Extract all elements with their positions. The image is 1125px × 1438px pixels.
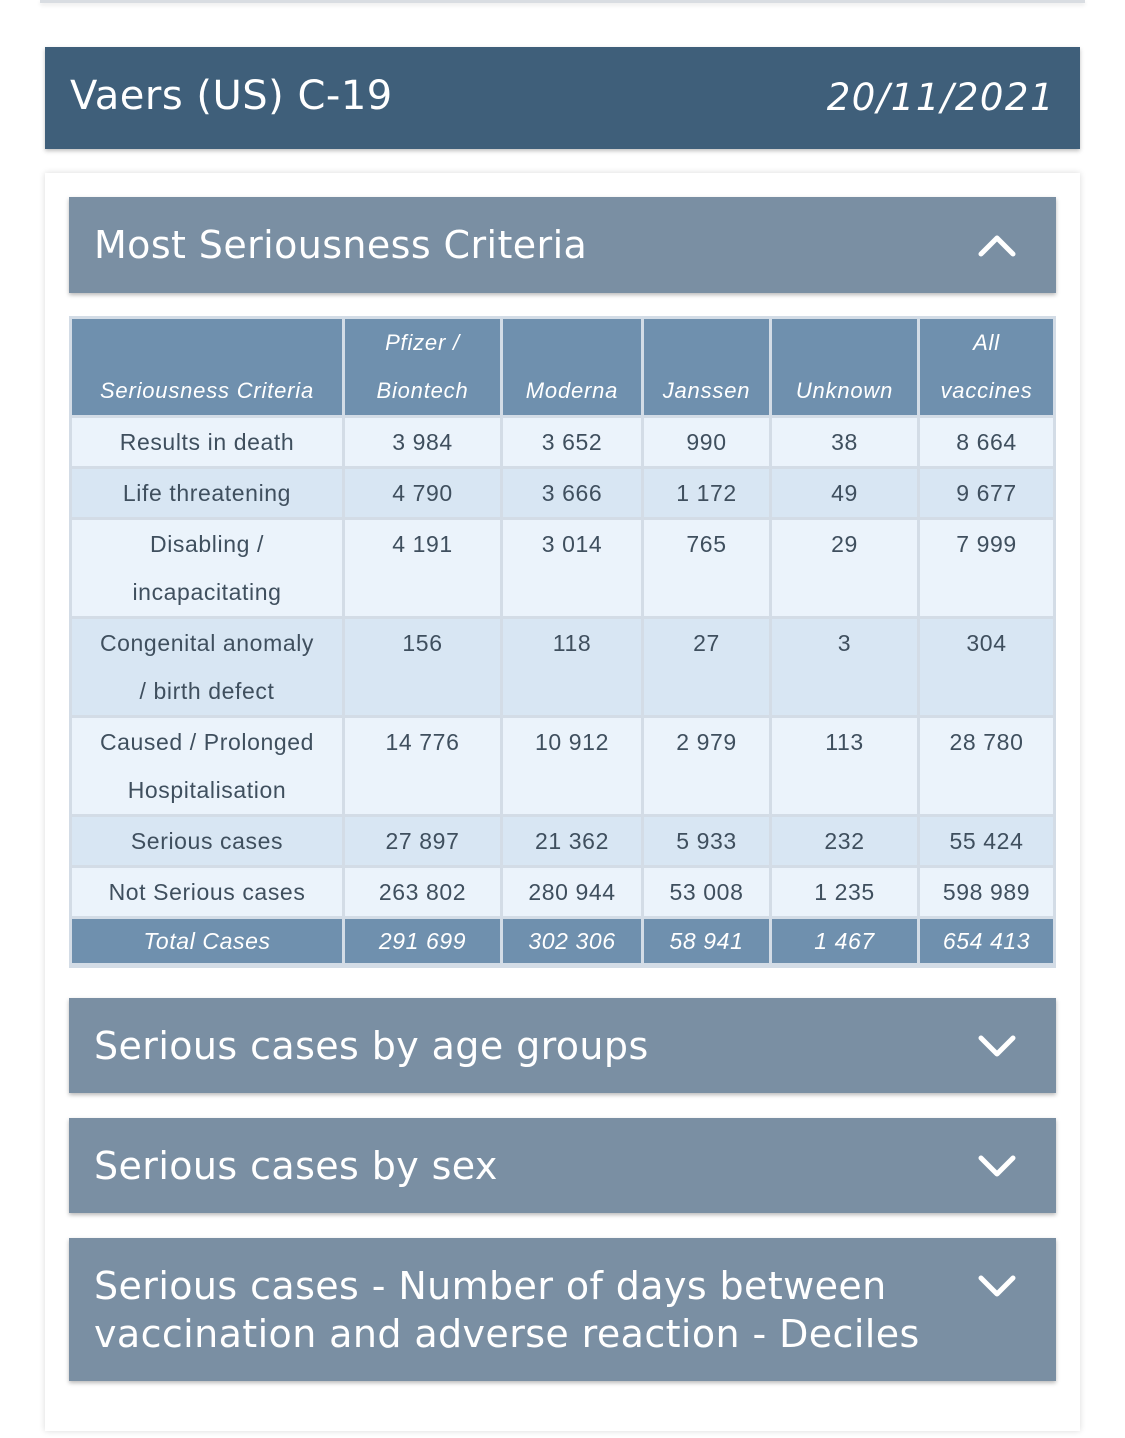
section-title: Serious cases - Number of days between vaccination and adverse reaction - Deciles xyxy=(94,1264,920,1356)
cell-pfizer: 156 xyxy=(345,619,500,715)
section-header-age-groups[interactable] xyxy=(69,998,1056,1093)
table-header-row xyxy=(72,319,1053,415)
total-unknown: 1 467 xyxy=(772,919,917,963)
cell-pfizer: 4 191 xyxy=(345,520,500,616)
cell-moderna: 21 362 xyxy=(503,817,641,865)
row-label: Not Serious cases xyxy=(72,868,342,916)
table-row xyxy=(72,868,1053,916)
cell-moderna: 10 912 xyxy=(503,718,641,814)
section-title: Serious cases by age groups xyxy=(94,1024,649,1068)
top-divider xyxy=(40,0,1085,3)
cell-moderna: 118 xyxy=(503,619,641,715)
cell-janssen: 990 xyxy=(644,418,769,466)
row-label: Serious cases xyxy=(72,817,342,865)
cell-moderna: 280 944 xyxy=(503,868,641,916)
report-date: 20/11/2021 xyxy=(826,76,1055,119)
chevron-down-icon[interactable] xyxy=(978,1034,1016,1058)
total-pfizer: 291 699 xyxy=(345,919,500,963)
cell-unknown: 113 xyxy=(772,718,917,814)
page-title: Vaers (US) C-19 xyxy=(70,73,393,119)
row-label: Life threatening xyxy=(72,469,342,517)
cell-all: 9 677 xyxy=(920,469,1053,517)
total-janssen: 58 941 xyxy=(644,919,769,963)
cell-pfizer: 14 776 xyxy=(345,718,500,814)
row-label: Disabling / incapacitating xyxy=(72,520,342,616)
content-card xyxy=(45,173,1080,1431)
chevron-down-icon[interactable] xyxy=(978,1154,1016,1178)
table-row xyxy=(72,718,1053,814)
cell-unknown: 232 xyxy=(772,817,917,865)
table-row xyxy=(72,817,1053,865)
section-header-seriousness-criteria[interactable] xyxy=(69,197,1056,293)
table-row xyxy=(72,520,1053,616)
chevron-down-icon[interactable] xyxy=(978,1274,1016,1298)
table-row xyxy=(72,469,1053,517)
cell-unknown: 38 xyxy=(772,418,917,466)
row-label: Results in death xyxy=(72,418,342,466)
cell-unknown: 29 xyxy=(772,520,917,616)
cell-pfizer: 4 790 xyxy=(345,469,500,517)
cell-all: 28 780 xyxy=(920,718,1053,814)
cell-pfizer: 263 802 xyxy=(345,868,500,916)
title-bar xyxy=(45,47,1080,149)
cell-janssen: 5 933 xyxy=(644,817,769,865)
chevron-up-icon[interactable] xyxy=(978,233,1016,257)
column-header-moderna: Moderna xyxy=(503,319,641,415)
cell-janssen: 27 xyxy=(644,619,769,715)
column-header-pfizer: Pfizer / Biontech xyxy=(345,319,500,415)
cell-moderna: 3 666 xyxy=(503,469,641,517)
cell-unknown: 1 235 xyxy=(772,868,917,916)
table-row xyxy=(72,619,1053,715)
row-label: Caused / Prolonged Hospitalisation xyxy=(72,718,342,814)
column-header-janssen: Janssen xyxy=(644,319,769,415)
total-all: 654 413 xyxy=(920,919,1053,963)
cell-all: 8 664 xyxy=(920,418,1053,466)
cell-all: 598 989 xyxy=(920,868,1053,916)
cell-pfizer: 3 984 xyxy=(345,418,500,466)
table-row xyxy=(72,418,1053,466)
seriousness-table xyxy=(69,316,1056,968)
section-header-sex[interactable] xyxy=(69,1118,1056,1213)
cell-janssen: 765 xyxy=(644,520,769,616)
section-title: Most Seriousness Criteria xyxy=(94,223,588,267)
total-label: Total Cases xyxy=(72,919,342,963)
column-header-all-vaccines: All vaccines xyxy=(920,319,1053,415)
cell-unknown: 49 xyxy=(772,469,917,517)
cell-all: 7 999 xyxy=(920,520,1053,616)
cell-janssen: 1 172 xyxy=(644,469,769,517)
cell-unknown: 3 xyxy=(772,619,917,715)
cell-all: 55 424 xyxy=(920,817,1053,865)
total-moderna: 302 306 xyxy=(503,919,641,963)
cell-pfizer: 27 897 xyxy=(345,817,500,865)
section-header-deciles[interactable] xyxy=(69,1238,1056,1381)
column-header-criteria: Seriousness Criteria xyxy=(72,319,342,415)
top-edge xyxy=(0,0,1125,14)
cell-janssen: 2 979 xyxy=(644,718,769,814)
cell-janssen: 53 008 xyxy=(644,868,769,916)
column-header-unknown: Unknown xyxy=(772,319,917,415)
table-total-row xyxy=(72,919,1053,963)
section-title: Serious cases by sex xyxy=(94,1144,498,1188)
cell-moderna: 3 652 xyxy=(503,418,641,466)
row-label: Congenital anomaly / birth defect xyxy=(72,619,342,715)
cell-all: 304 xyxy=(920,619,1053,715)
cell-moderna: 3 014 xyxy=(503,520,641,616)
